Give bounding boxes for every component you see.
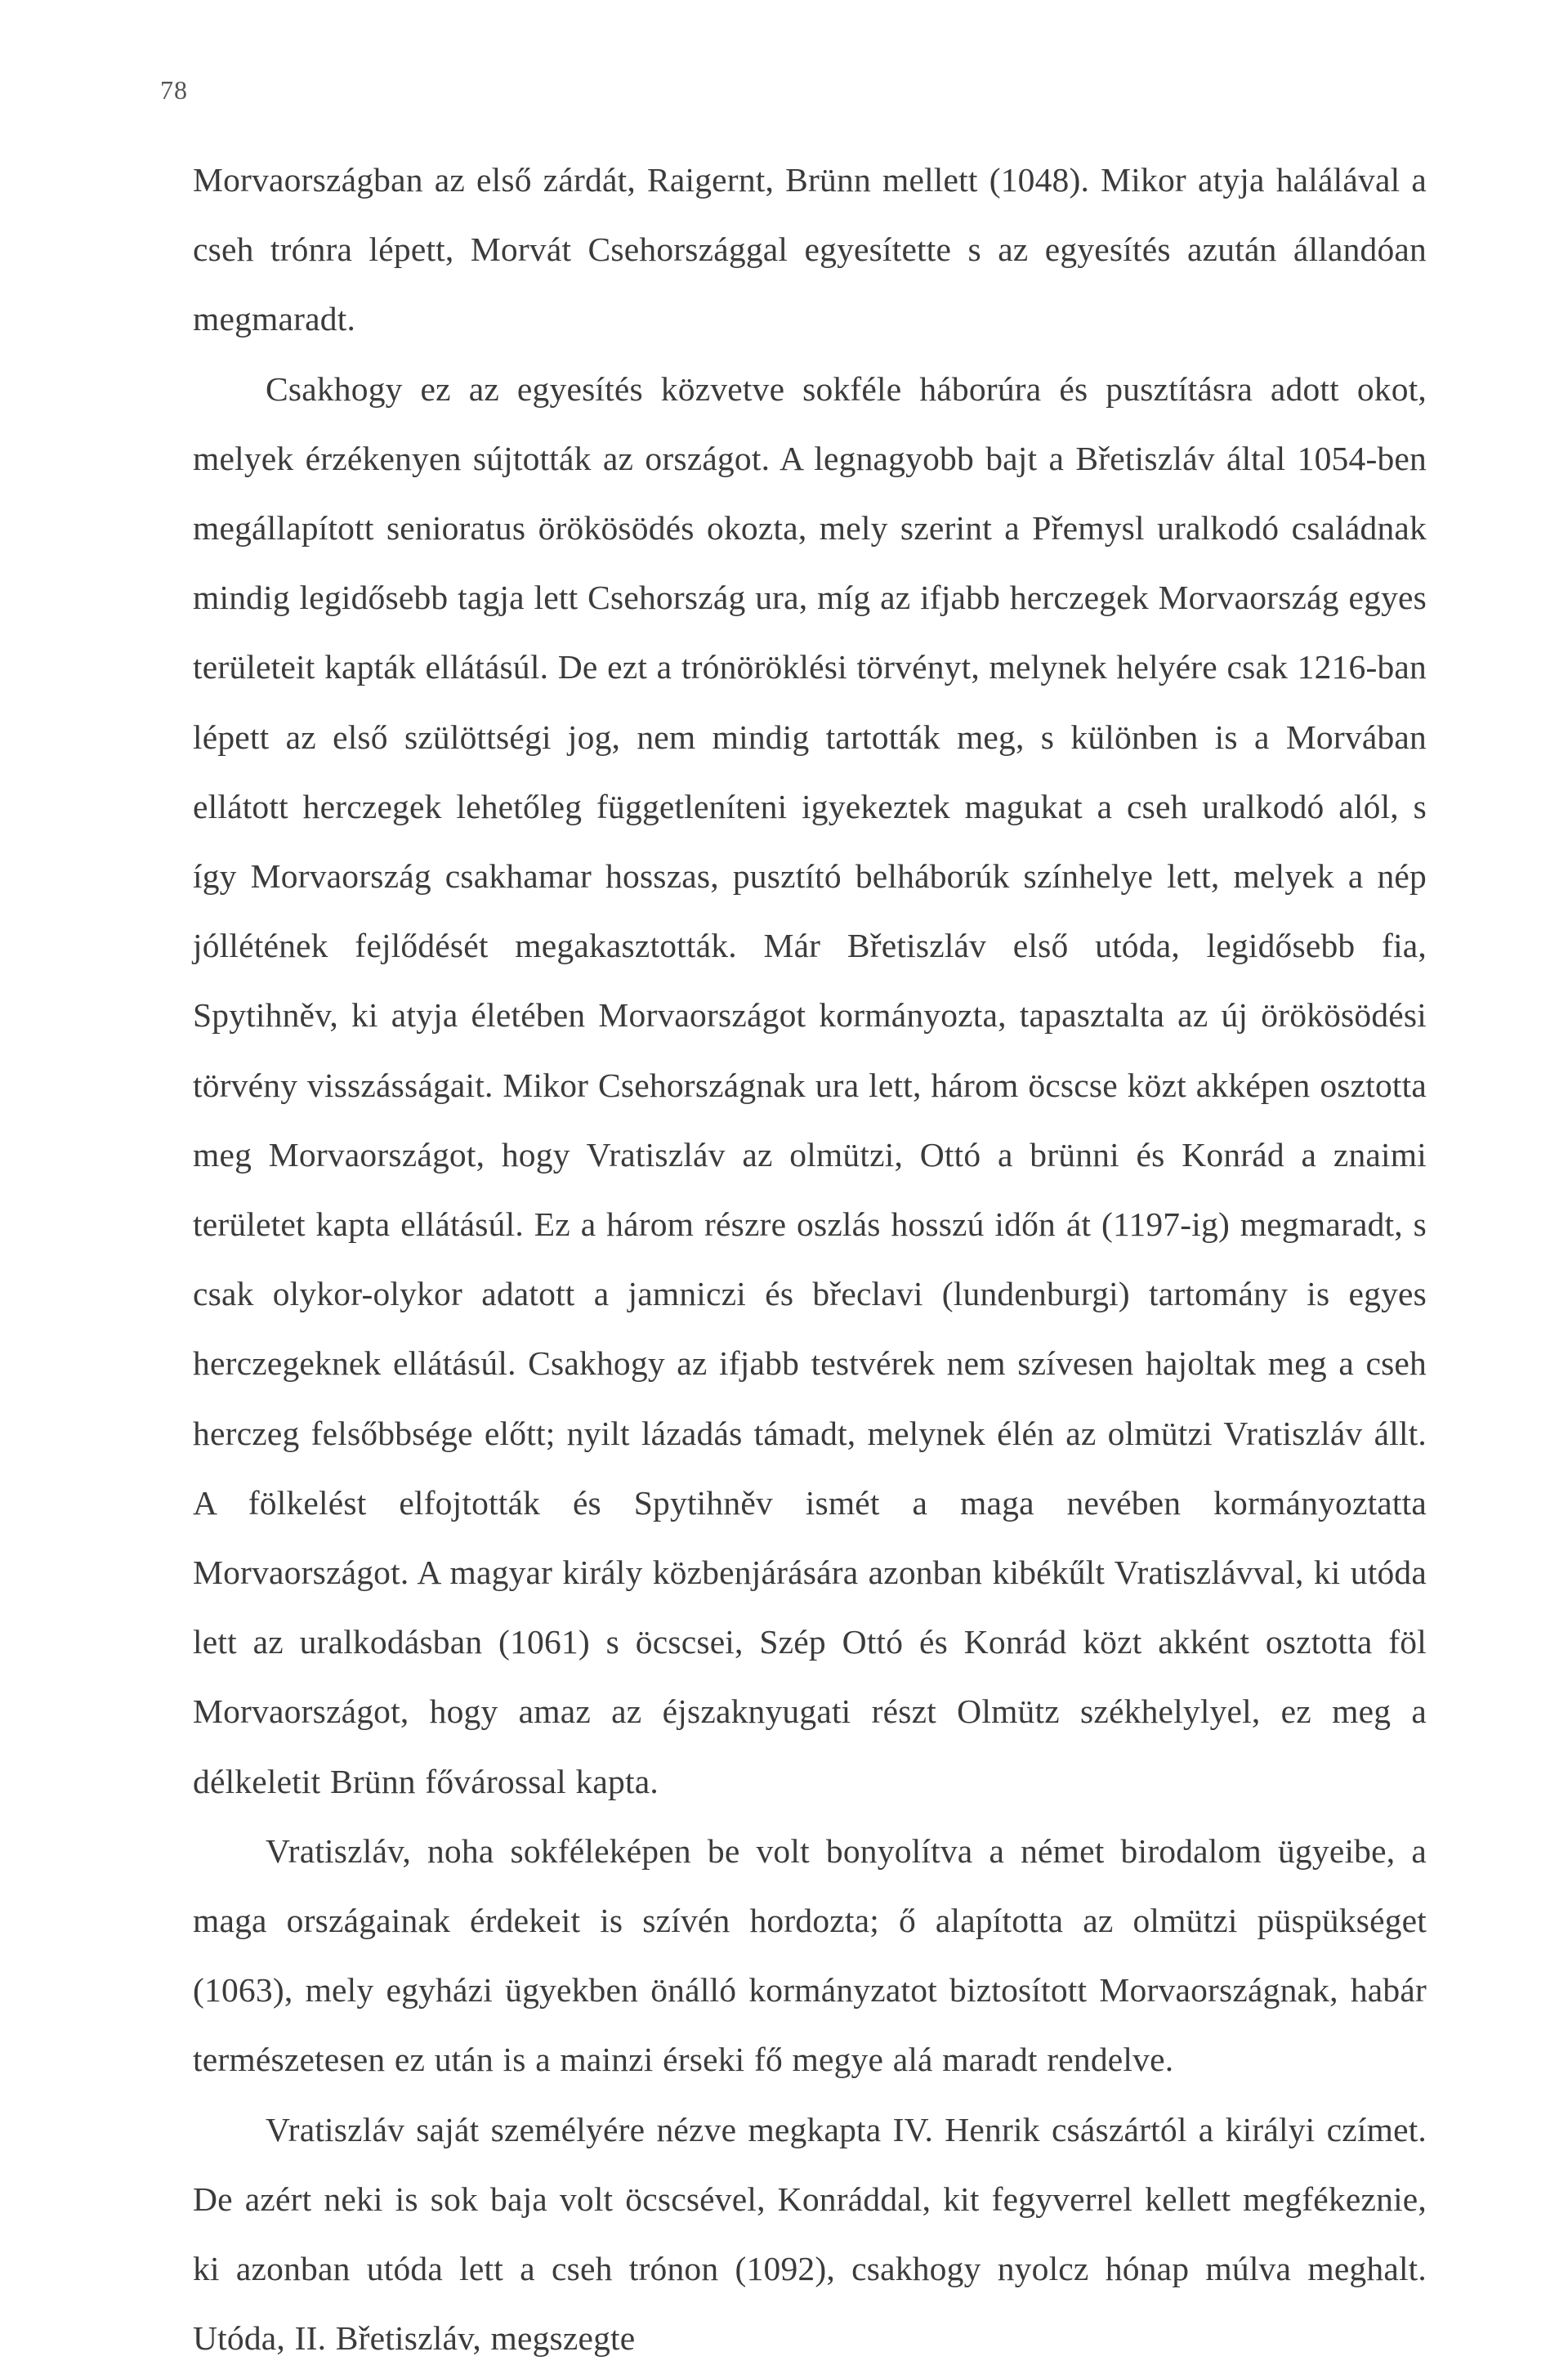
paragraph: Vratiszláv saját személyére nézve megkapta IV. Henrik császártól a királyi czímet. De azért neki is sok baja volt öcscsével, Konráddal, kit fegyverrel kellett megfékeznie, ki azonban utóda lett a cseh trónon (1092), csakhogy nyolcz hónap múlva meghalt. Utóda, II. Břetiszláv, megszegte xyxy=(193,2110,1427,2358)
body-text xyxy=(193,145,1427,2374)
paragraph: Csakhogy ez az egyesítés közvetve sokféle háborúra és pusztításra adott okot, melyek érzékenyen sújtották az országot. A legnagyobb bajt a Břetiszláv által 1054-ben megállapított senioratus örökösödés okozta, mely szerint a Přemysl uralkodó családnak mindig legidősebb tagja lett Csehország ura, míg az ifjabb herczegek Morvaország egyes területeit kapták ellátásúl. De ezt a trónöröklési törvényt, melynek helyére csak 1216-ban lépett az első szülöttségi jog, nem mindig tartották meg, s különben is a Morvában ellátott herczegek lehetőleg függetleníteni igyekeztek magukat a cseh uralkodó alól, s így Morvaország csakhamar hosszas, pusztító belháborúk színhelye lett, melyek a nép jóllétének fejlődését megakasztották. Már Břetiszláv első utóda, legidősebb fia, Spytihněv, ki atyja életében Morvaországot kormányozta, tapasztalta az új örökösödési törvény visszásságait. Mikor Csehországnak ura lett, három öcscse közt akképen osztotta meg Morvaországot, hogy Vratiszláv az olmützi, Ottó a brünni és Konrád a znaimi területet kapta ellátásúl. Ez a három részre oszlás hosszú időn át (1197-ig) megmaradt, s csak olykor-olykor adatott a jamniczi és břeclavi (lundenburgi) tartomány is egyes herczegeknek ellátásúl. Csakhogy az ifjabb testvérek nem szívesen hajoltak meg a cseh herczeg felsőbbsége előtt; nyilt lázadás támadt, melynek élén az olmützi Vratiszláv állt. A fölkelést elfojtották és Spytihněv ismét a maga nevében kormányoztatta Morvaországot. A magyar király közbenjárására azonban kibékűlt Vratiszlávval, ki utóda lett az uralkodásban (1061) s öcscsei, Szép Ottó és Konrád közt akként osztotta föl Morvaországot, hogy amaz az éjszaknyugati részt Olmütz székhelylyel, ez meg a délkeletit Brünn fővárossal kapta. xyxy=(193,369,1427,1800)
page-number: 78 xyxy=(160,75,188,105)
paragraph: Vratiszláv, noha sokféleképen be volt bonyolítva a német birodalom ügyeibe, a maga országainak érdekeit is szívén hordozta; ő alapította az olmützi püspükséget (1063), mely egyházi ügyekben önálló kormányzatot biztosított Morvaországnak, habár természetesen ez után is a mainzi érseki fő megye alá maradt rendelve. xyxy=(193,1831,1427,2079)
paragraph-continued: Morvaországban az első zárdát, Raigernt, Brünn mellett (1048). Mikor atyja halálával a cseh trónra lépett, Morvát Csehországgal egyesítette s az egyesítés azután állandóan megmaradt. xyxy=(193,161,1427,338)
